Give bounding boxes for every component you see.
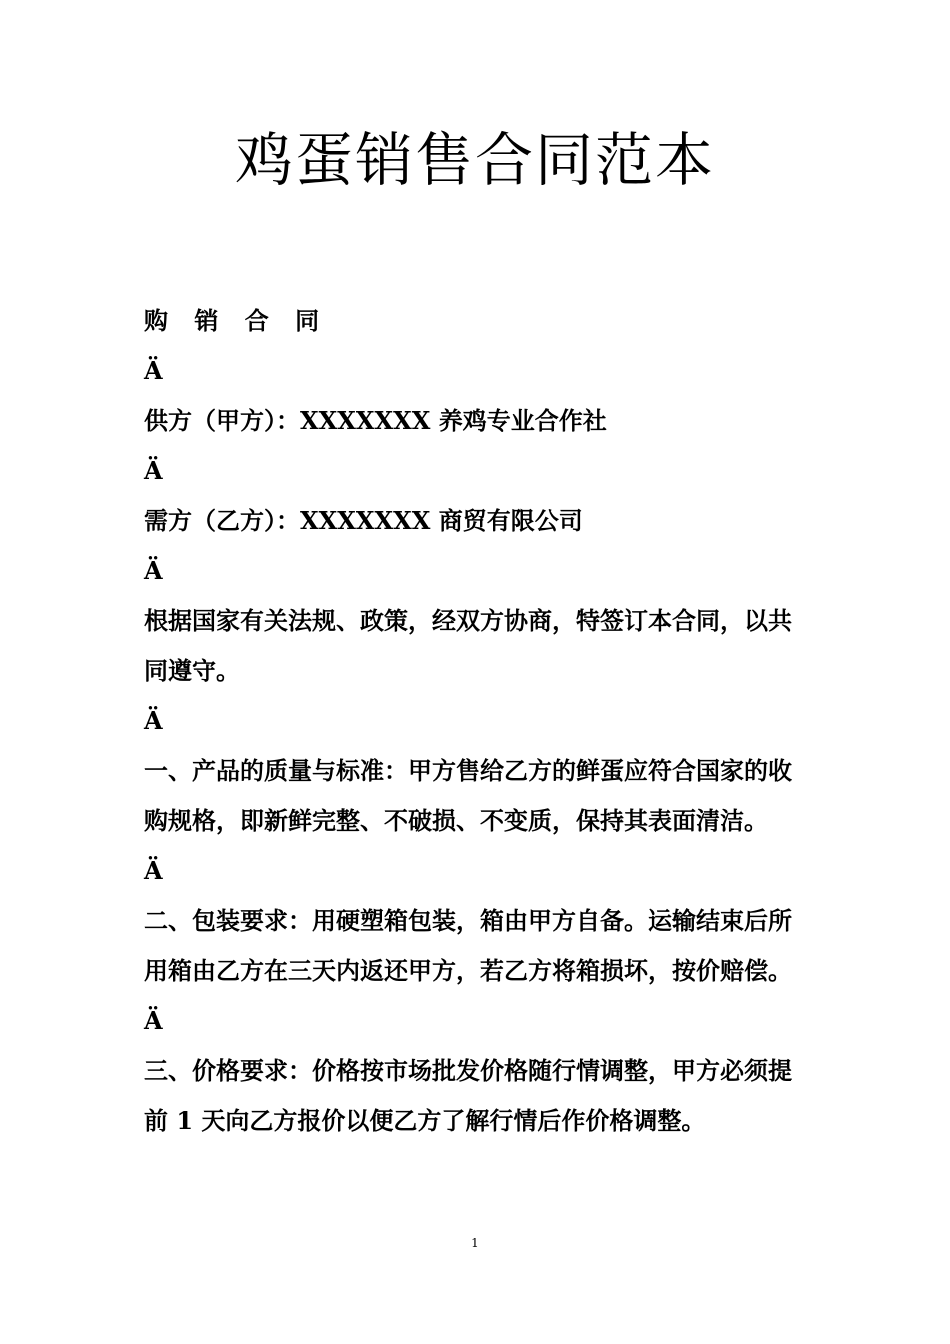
paragraph-marker: Ä [144,1006,163,1035]
document-title: 鸡蛋销售合同范本 [234,126,715,194]
clause-price: 三、价格要求：价格按市场批发价格随行情调整，甲方必须提前 1 天向乙方报价以便乙方了解行情后作价格调整。 [144,1056,792,1135]
paragraph-marker: Ä [144,556,163,585]
clause-packaging: 二、包装要求：用硬塑箱包装，箱由甲方自备。运输结束后所用箱由乙方在三天内返还甲方，若乙方将箱损坏，按价赔偿。 [144,906,792,985]
preamble-paragraph: 根据国家有关法规、政策，经双方协商，特签订本合同，以共同遵守。 [144,606,792,685]
buyer-line: 需方（乙方）：XXXXXXX 商贸有限公司 [144,506,583,535]
document-body [144,296,812,1146]
page-number: 1 [471,1236,479,1250]
paragraph-marker: Ä [144,456,163,485]
paragraph-marker: Ä [144,856,163,885]
paragraph-marker: Ä [144,706,163,735]
contract-heading: 购 销 合 同 [144,306,329,335]
paragraph-marker: Ä [144,356,163,385]
supplier-line: 供方（甲方）：XXXXXXX 养鸡专业合作社 [144,406,607,435]
clause-quality: 一、产品的质量与标准：甲方售给乙方的鲜蛋应符合国家的收购规格，即新鲜完整、不破损、不变质，保持其表面清洁。 [144,756,792,835]
